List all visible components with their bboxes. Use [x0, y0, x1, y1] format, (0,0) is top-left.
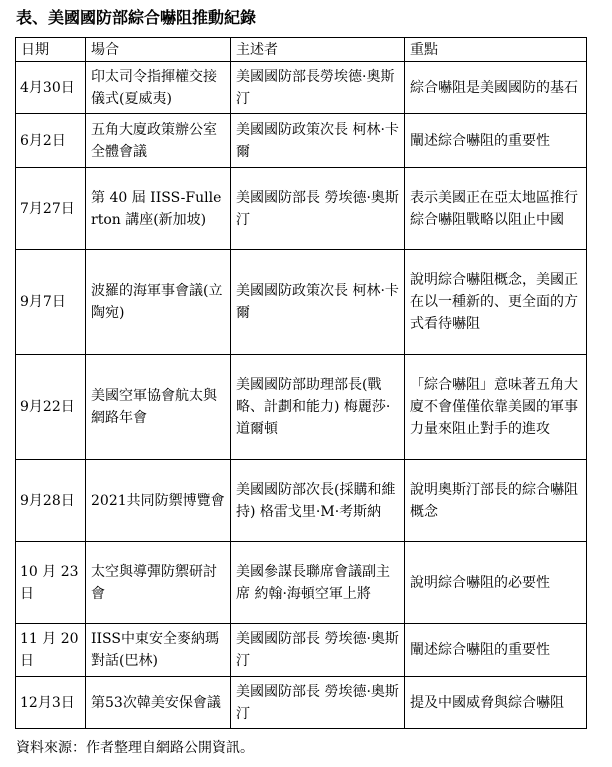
cell-speaker: 美國國防部長 勞埃德·奧斯汀 [231, 624, 405, 677]
cell-venue: 五角大廈政策辦公室全體會議 [86, 114, 231, 168]
cell-point: 說明綜合嚇阻概念，美國正在以一種新的、更全面的方式看待嚇阻 [405, 250, 587, 355]
cell-point: 表示美國正在亞太地區推行綜合嚇阻戰略以阻止中國 [405, 168, 587, 250]
cell-point: 闡述綜合嚇阻的重要性 [405, 624, 587, 677]
cell-speaker: 美國國防部長 勞埃德·奧斯汀 [231, 677, 405, 729]
record-table [15, 37, 587, 729]
cell-venue: 第53次韓美安保會議 [86, 677, 231, 729]
cell-venue: 波羅的海軍事會議(立陶宛) [86, 250, 231, 355]
cell-venue: 美國空軍協會航太與網路年會 [86, 355, 231, 460]
cell-speaker: 美國參謀長聯席會議副主席 約翰·海頓空軍上將 [231, 542, 405, 624]
cell-speaker: 美國國防政策次長 柯林·卡爾 [231, 114, 405, 168]
table-row [16, 355, 587, 460]
table-row [16, 62, 587, 114]
cell-point: 說明綜合嚇阻的必要性 [405, 542, 587, 624]
cell-date: 9月7日 [16, 250, 86, 355]
cell-date: 7月27日 [16, 168, 86, 250]
cell-venue: 太空與導彈防禦研討會 [86, 542, 231, 624]
cell-date: 11 月 20 日 [16, 624, 86, 677]
table-row [16, 624, 587, 677]
cell-venue: 2021共同防禦博覽會 [86, 460, 231, 542]
table-row [16, 114, 587, 168]
cell-venue: 印太司令指揮權交接儀式(夏威夷) [86, 62, 231, 114]
header-date: 日期 [16, 38, 86, 62]
cell-date: 9月28日 [16, 460, 86, 542]
table-row [16, 168, 587, 250]
header-speaker: 主述者 [231, 38, 405, 62]
table-row [16, 677, 587, 729]
table-row [16, 460, 587, 542]
table-row [16, 542, 587, 624]
cell-point: 說明奧斯汀部長的綜合嚇阻概念 [405, 460, 587, 542]
cell-venue: 第 40 屆 IISS-Fullerton 講座(新加坡) [86, 168, 231, 250]
cell-venue: IISS中東安全麥納瑪對話(巴林) [86, 624, 231, 677]
cell-date: 12月3日 [16, 677, 86, 729]
table-header [16, 38, 587, 62]
header-row [16, 38, 587, 62]
table-title: 表、美國國防部綜合嚇阻推動紀錄 [16, 8, 257, 27]
cell-date: 10 月 23 日 [16, 542, 86, 624]
cell-speaker: 美國國防部長勞埃德·奧斯汀 [231, 62, 405, 114]
table-row [16, 250, 587, 355]
cell-point: 綜合嚇阻是美國國防的基石 [405, 62, 587, 114]
source-note: 資料來源：作者整理自網路公開資訊。 [16, 740, 254, 756]
cell-date: 4月30日 [16, 62, 86, 114]
header-venue: 場合 [86, 38, 231, 62]
cell-speaker: 美國國防部助理部長(戰略、計劃和能力) 梅麗莎·道爾頓 [231, 355, 405, 460]
cell-point: 提及中國威脅與綜合嚇阻 [405, 677, 587, 729]
table-body [16, 62, 587, 729]
cell-speaker: 美國國防部長 勞埃德·奧斯汀 [231, 168, 405, 250]
cell-point: 「綜合嚇阻」意味著五角大廈不會僅僅依靠美國的軍事力量來阻止對手的進攻 [405, 355, 587, 460]
cell-date: 6月2日 [16, 114, 86, 168]
cell-speaker: 美國國防部次長(採購和維持) 格雷戈里·M·考斯納 [231, 460, 405, 542]
cell-speaker: 美國國防政策次長 柯林·卡爾 [231, 250, 405, 355]
cell-point: 闡述綜合嚇阻的重要性 [405, 114, 587, 168]
cell-date: 9月22日 [16, 355, 86, 460]
header-point: 重點 [405, 38, 587, 62]
